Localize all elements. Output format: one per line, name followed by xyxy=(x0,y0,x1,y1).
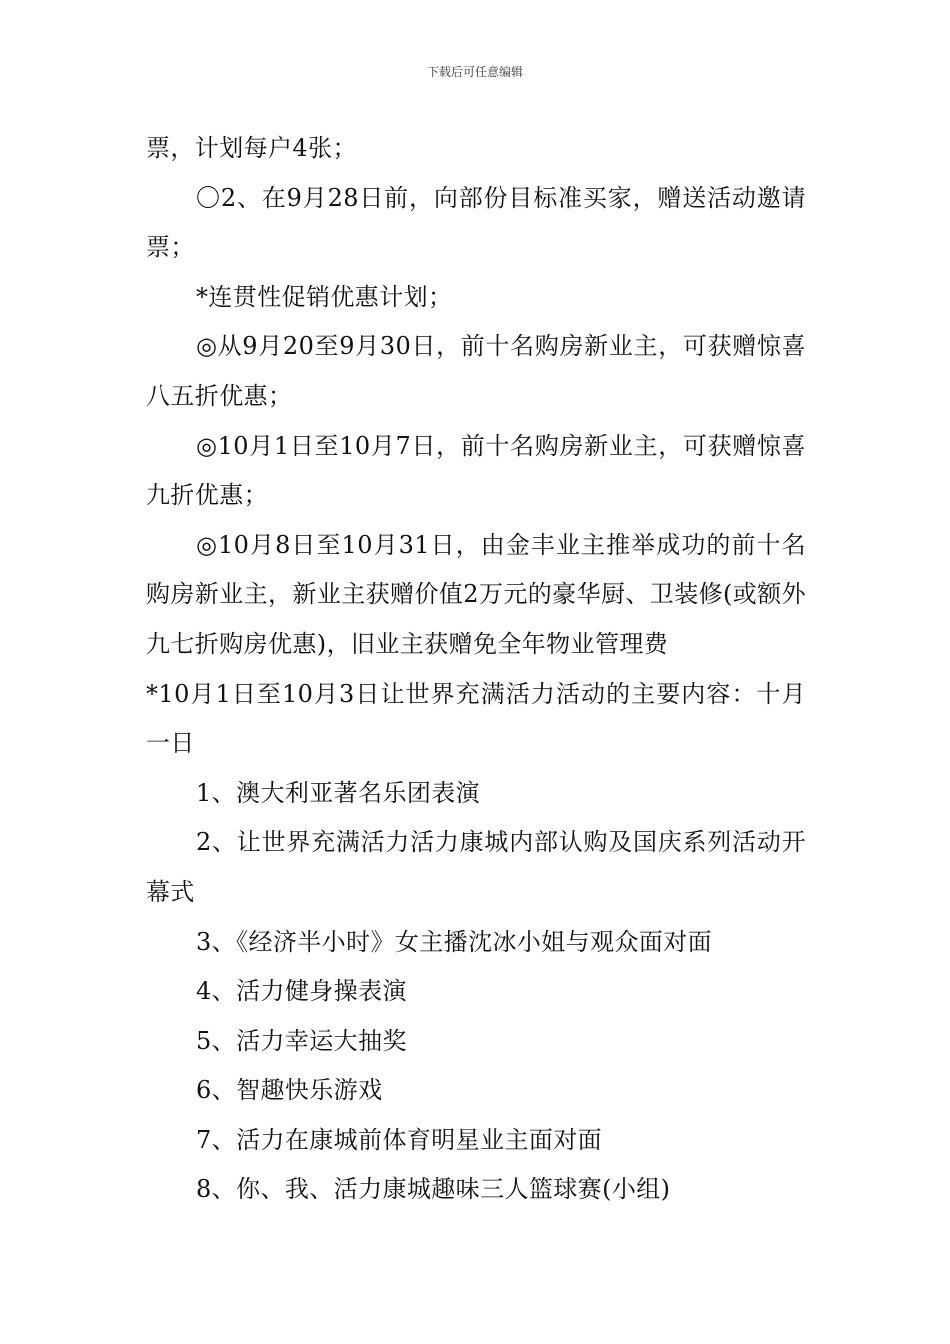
paragraph-discount-85: ◎从9月20至9月30日，前十名购房新业主，可获赠惊喜八五折优惠； xyxy=(146,332,806,410)
list-item: 1、澳大利亚著名乐团表演 xyxy=(196,778,481,807)
page-header: 下载后可任意编辑 xyxy=(426,65,523,79)
list-item: 2、让世界充满活力活力康城内部认购及国庆系列活动开幕式 xyxy=(146,828,806,906)
list-item: 8、你、我、活力康城趣味三人篮球赛(小组) xyxy=(196,1175,671,1204)
paragraph-referral-offer: ◎10月8日至10月31日，由金丰业主推举成功的前十名购房新业主，新业主获赠价值2万元的豪华厨、卫装修(或额外九七折购房优惠)，旧业主获赠免全年物业管理费 xyxy=(146,530,806,658)
paragraph-event-heading: *10月1日至10月3日让世界充满活力活动的主要内容：十月一日 xyxy=(146,679,806,758)
paragraph-invitation: 〇2、在9月28日前，向部份目标准买家，赠送活动邀请票； xyxy=(146,183,806,262)
list-item: 3、《经济半小时》女主播沈冰小姐与观众面对面 xyxy=(196,927,713,956)
paragraph-ticket-plan: 票，计划每户4张； xyxy=(146,134,357,162)
document-body xyxy=(146,124,806,1215)
paragraph-promotion-heading: *连贯性促销优惠计划； xyxy=(196,282,453,311)
list-item: 4、活力健身操表演 xyxy=(196,977,407,1006)
list-item: 5、活力幸运大抽奖 xyxy=(196,1026,407,1055)
paragraph-discount-90: ◎10月1日至10月7日，前十名购房新业主，可获赠惊喜九折优惠； xyxy=(146,431,806,510)
list-item: 6、智趣快乐游戏 xyxy=(196,1076,383,1105)
list-item: 7、活力在康城前体育明星业主面对面 xyxy=(196,1125,603,1154)
